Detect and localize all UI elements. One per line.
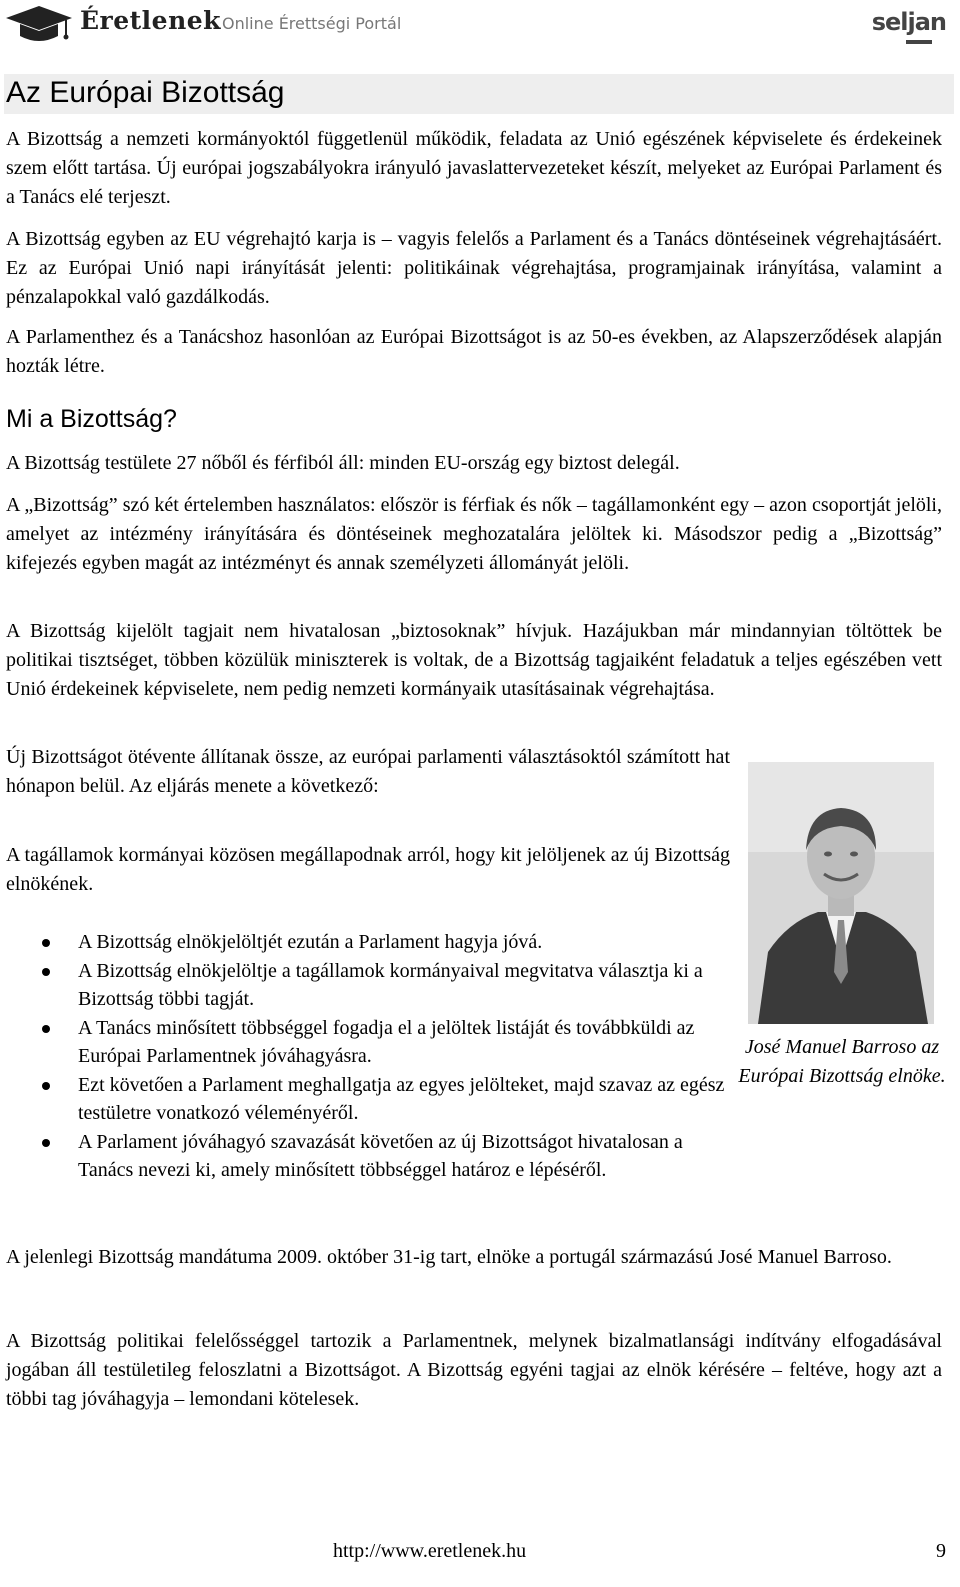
site-logo-subtitle: Online Érettségi Portál bbox=[222, 14, 402, 33]
list-item bbox=[6, 957, 726, 1014]
section-paragraph-3: A Bizottság kijelölt tagjait nem hivatalosan „biztosoknak” hívjuk. Hazájukban már mindannyian töltöttek be politikai tisztséget, többen közülük miniszterek is voltak, de a Bizottság tagjaiként feladatuk a teljes egészében vett Unió érdekeinek képviselete, nem pedig nemzeti kormányaik utasításainak végrehajtása. bbox=[6, 620, 942, 700]
graduation-cap-icon bbox=[4, 2, 74, 46]
list-item-text: A Tanács minősített többséggel fogadja el a jelöltek listáját és továbbküldi az Európai Parlamentnek jóváhagyásra. bbox=[78, 1016, 695, 1067]
bullet-icon bbox=[42, 1025, 50, 1033]
page-title: Az Európai Bizottság bbox=[6, 76, 285, 109]
procedure-list bbox=[6, 928, 726, 1185]
portrait-photo bbox=[748, 762, 934, 1024]
bullet-icon bbox=[42, 1139, 50, 1147]
bullet-icon bbox=[42, 968, 50, 976]
list-item-text: A Parlament jóváhagyó szavazását követően az új Bizottságot hivatalosan a Tanács nevezi ki, amely minősített többséggel határoz e lépéséről. bbox=[78, 1130, 683, 1181]
procedure-paragraph: Új Bizottságot ötévente állítanak össze, az európai parlamenti választásoktól számított hat hónapon belül. Az eljárás menete a következő: bbox=[6, 746, 730, 797]
bullet-icon bbox=[42, 1082, 50, 1090]
nomination-paragraph: A tagállamok kormányai közösen megállapodnak arról, hogy kit jelöljenek az új Bizottság elnökének. bbox=[6, 844, 730, 895]
list-item bbox=[6, 928, 726, 957]
partner-logo: seljan bbox=[871, 8, 946, 36]
footer-link[interactable]: http://www.eretlenek.hu bbox=[333, 1540, 527, 1562]
section-heading: Mi a Bizottság? bbox=[6, 405, 177, 433]
photo-caption: José Manuel Barroso az Európai Bizottság elnöke. bbox=[738, 1036, 946, 1087]
page-number: 9 bbox=[936, 1540, 946, 1562]
list-item bbox=[6, 1014, 726, 1071]
list-item bbox=[6, 1128, 726, 1185]
page-header bbox=[0, 0, 960, 52]
list-item-text: Ezt követően a Parlament meghallgatja az egyes jelölteket, majd szavaz az egész testületre vonatkozó véleményéről. bbox=[78, 1073, 725, 1124]
list-item-text: A Bizottság elnökjelöltje a tagállamok kormányaival megvitatva választja ki a Bizottság többi tagját. bbox=[78, 959, 703, 1010]
bullet-icon bbox=[42, 939, 50, 947]
site-logo-name[interactable]: Éretlenek bbox=[80, 6, 221, 35]
partner-logo-bar bbox=[906, 40, 932, 44]
section-paragraph-2: A „Bizottság” szó két értelemben használatos: először is férfiak és nők – tagállamonként egy – azon csoportját jelöli, amelyet az intézmény irányítására és döntéseinek meghozatalára jelöltek ki. Másodszor pedig a „Bizottság” kifejezés egyben magát az intézményt és annak személyzeti állományát jelöli. bbox=[6, 494, 942, 574]
closing-paragraph-2: A Bizottság politikai felelősséggel tartozik a Parlamentnek, melynek bizalmatlansági indítvány elfogadásával jogában áll testületileg feloszlatni a Bizottságot. A Bizottság egyéni tagjai az elnök kérésére – feltéve, hogy azt a többi tag jóváhagyja – lemondani kötelesek. bbox=[6, 1330, 942, 1410]
list-item-text: A Bizottság elnökjelöltjét ezután a Parlament hagyja jóvá. bbox=[78, 931, 543, 953]
list-item bbox=[6, 1071, 726, 1128]
section-paragraph-1: A Bizottság testülete 27 nőből és férfiból áll: minden EU-ország egy biztost delegál. bbox=[6, 452, 680, 474]
intro-paragraph-1: A Bizottság a nemzeti kormányoktól függetlenül működik, feladata az Unió egészének képviselete és érdekeinek szem előtt tartása. Új európai jogszabályokra irányuló javaslattervezeteket készít, melyeket az Európai Parlament és a Tanács elé terjeszt. bbox=[6, 128, 942, 208]
intro-paragraph-3: A Parlamenthez és a Tanácshoz hasonlóan az Európai Bizottságot is az 50-es években, az Alapszerződések alapján hozták létre. bbox=[6, 326, 942, 377]
closing-paragraph-1: A jelenlegi Bizottság mandátuma 2009. október 31-ig tart, elnöke a portugál származású José Manuel Barroso. bbox=[6, 1246, 892, 1268]
intro-paragraph-2: A Bizottság egyben az EU végrehajtó karja is – vagyis felelős a Parlament és a Tanács döntéseinek végrehajtásáért. Ez az Európai Unió napi irányítását jelenti: politikáinak végrehajtása, programjainak irányítása, valamint a pénzalapokkal való gazdálkodás. bbox=[6, 228, 942, 308]
